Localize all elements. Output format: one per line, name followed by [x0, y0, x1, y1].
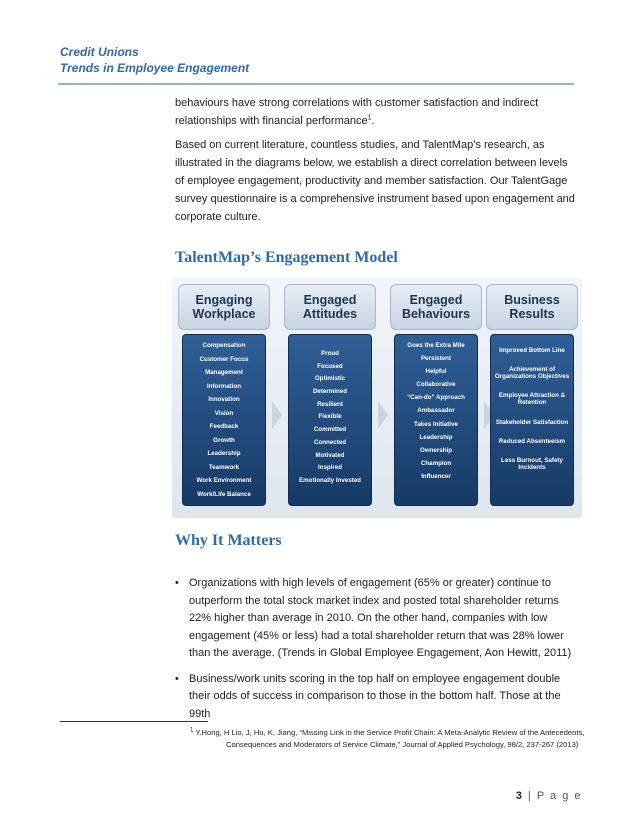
header-divider [58, 83, 574, 85]
list-item: Achievement of Organizations Objectives [494, 366, 570, 381]
list-item: Focused [317, 362, 343, 370]
paragraph-1-end: . [371, 115, 375, 127]
column-items [182, 334, 266, 506]
column-title: Engaged Attitudes [284, 284, 376, 330]
header-line-2: Trends in Employee Engagement [60, 61, 250, 75]
footnote-line-1: Y.Hong, H Lio, J, Hu, K, Jiang, “Missing Link in the Service Profit Chain: A Meta-Analytic Review of the Antecedents, [195, 728, 585, 737]
list-item: Leadership [419, 433, 453, 441]
list-item: Management [205, 369, 243, 377]
list-item: Work/Life Balance [197, 490, 251, 498]
list-item: Ambassador [417, 407, 455, 415]
list-item: Customer Focus [199, 355, 249, 363]
column-engaged-behaviours [390, 284, 482, 510]
arrow-right-icon [272, 401, 282, 429]
list-item: Collaborative [416, 381, 456, 389]
list-item: “Can-do” Approach [407, 394, 465, 402]
bullet-icon: • [175, 672, 179, 685]
page-number [516, 790, 582, 802]
list-item: Leadership [207, 450, 241, 458]
list-item: Determined [312, 388, 348, 396]
list-item: Emotionally Invested [299, 477, 361, 485]
list-item: Takes Initiative [414, 420, 458, 428]
list-item: Goes the Extra Mile [407, 342, 465, 350]
heading-engagement-model: TalentMap’s Engagement Model [175, 249, 398, 266]
list-item: Compensation [202, 342, 246, 350]
list-item: Influencer [421, 472, 451, 480]
header-line-1: Credit Unions [60, 45, 139, 59]
page-separator: | [527, 790, 533, 802]
page-number-value: 3 [515, 790, 524, 802]
list-item: Motivated [315, 451, 345, 459]
list-item: Teamwork [208, 463, 240, 471]
list-item: Champion [420, 459, 452, 467]
list-item: Inspired [317, 464, 343, 472]
footnote-ref[interactable]: 1 [367, 114, 372, 122]
list-item: Connected [314, 438, 346, 446]
list-item: Resilient [317, 400, 343, 408]
paragraph-2: Based on current literature, countless studies, and TalentMap’s research, as illustrated in the diagrams below, we establish a direct correlation between levels of employee engagement, productivity and member satisfaction. Our TalentGage survey questionnaire is a comprehensive instrument based upon engagement and corporate culture. [175, 139, 575, 223]
column-items [288, 334, 372, 506]
list-item: Growth [213, 436, 235, 444]
bullet-text: Business/work units scoring in the top half on employee engagement double their odds of success in comparison to those in the bottom half. Those at the 99th [189, 672, 561, 720]
column-engaging-workplace [178, 284, 270, 510]
list-item: Information [206, 382, 242, 390]
list-item: Work Environment [196, 477, 252, 485]
column-business-results [486, 284, 578, 510]
list-item: Proud [321, 349, 339, 357]
list-item: Persistent [421, 355, 451, 363]
list-item: Stakeholder Satisfaction [495, 418, 569, 426]
column-items [490, 334, 574, 506]
column-title: Engaged Behaviours [390, 284, 482, 330]
engagement-model-diagram [172, 278, 582, 518]
footnote [190, 727, 590, 751]
footnote-number: 1 [190, 727, 194, 734]
column-title: Business Results [486, 284, 578, 330]
column-engaged-attitudes [284, 284, 376, 510]
bullet-icon: • [175, 577, 179, 589]
list-item: Vision [214, 409, 234, 417]
list-item [175, 671, 580, 724]
paragraph-1 [175, 94, 575, 130]
heading-why-it-matters: Why It Matters [175, 532, 282, 549]
list-item: Employee Attraction & Retention [498, 392, 566, 407]
column-items [394, 334, 478, 506]
list-item [175, 575, 580, 663]
paragraph-1-text: behaviours have strong correlations with customer satisfaction and indirect relationships with financial performance [175, 97, 539, 127]
column-title: Engaging Workplace [178, 284, 270, 330]
page-label: P a g e [536, 790, 582, 802]
list-item: Ownership [420, 446, 452, 454]
list-item: Committed [313, 426, 347, 434]
list-item: Less Burnout, Safety Incidents [501, 456, 563, 471]
footnote-line-2: Consequences and Moderators of Service Climate,” Journal of Applied Psychology, 98/2, 237-267 (2013) [226, 740, 579, 749]
arrow-right-icon [378, 401, 388, 429]
list-item: Feedback [209, 423, 239, 431]
running-header [60, 44, 249, 76]
bullet-text: Organizations with high levels of engagement (65% or greater) continue to outperform the total stock market index and posted total shareholder returns 22% higher than average in 2010. On the other hand, companies with low engagement (45% or less) had a total shareholder return that was 28% lower than the average. (Trends in Global Employee Engagement, Aon Hewitt, 2011) [189, 577, 572, 659]
list-item: Helpful [425, 368, 447, 376]
list-item: Innovation [208, 396, 240, 404]
list-item: Optimistic [314, 375, 346, 383]
list-item: Flexible [318, 413, 342, 421]
footnote-divider [60, 721, 208, 722]
list-item: Improved Bottom Line [499, 347, 565, 355]
list-item: Reduced Absenteeism [498, 437, 566, 445]
